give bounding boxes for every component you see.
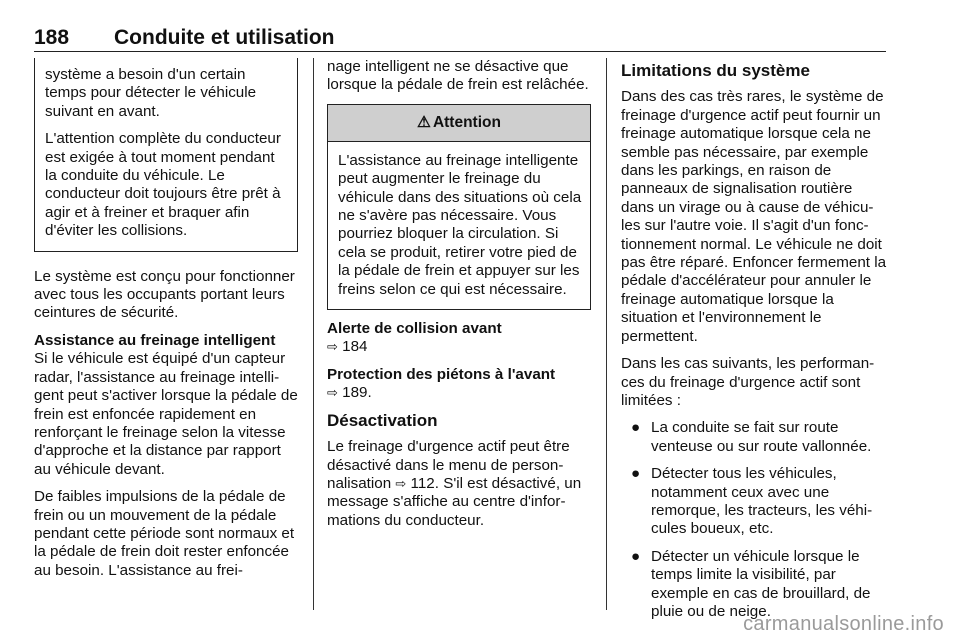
body-paragraph: Le système est conçu pour fonctionner avec tous les occupants portant leurs ceintures de sécurité. xyxy=(34,267,295,322)
section-heading: Désactivation xyxy=(327,410,438,430)
column-divider-1 xyxy=(313,58,314,610)
warning-title: Attention xyxy=(432,113,501,131)
page-reference[interactable]: 184 xyxy=(342,338,368,356)
list-item xyxy=(621,465,887,539)
list-item-text: Détecter un véhicule lorsque le temps limite la visibilité, par exemple en cas de brouillard, de pluie ou de neige. xyxy=(651,547,871,620)
watermark: carmanualsonline.info xyxy=(743,613,944,635)
page-reference-arrow-icon: ⇨ xyxy=(395,475,407,491)
warning-header xyxy=(328,105,590,142)
intelligent-brake-assist-section xyxy=(34,332,298,479)
page-reference-arrow-icon: ⇨ xyxy=(327,385,338,401)
subheading: Assistance au freinage intelligent xyxy=(34,331,276,349)
body-text: . S'il est désactivé, un message s'affiche au centre d'informations du conducteur. xyxy=(327,474,582,529)
body-paragraph: Dans les cas suivants, les performances du freinage d'urgence actif sont limitées : xyxy=(621,355,875,409)
chapter-title: Conduite et utilisation xyxy=(114,26,335,49)
body-paragraph: nage intelligent ne se désactive que lorsque la pédale de frein est relâchée. xyxy=(327,58,589,94)
body-paragraph xyxy=(327,438,591,530)
cross-reference xyxy=(327,320,591,357)
cross-reference-title: Protection des piétons à l'avant xyxy=(327,365,556,383)
bullet-icon: ● xyxy=(631,419,641,437)
list-item xyxy=(621,419,887,456)
warning-triangle-icon: ⚠ xyxy=(417,113,431,131)
bullet-icon: ● xyxy=(631,547,641,565)
note-box xyxy=(34,58,298,252)
column-3 xyxy=(621,58,887,630)
cross-reference-title: Alerte de collision avant xyxy=(327,320,502,338)
section-heading: Limitations du système xyxy=(621,61,810,80)
limitations-list xyxy=(621,419,887,621)
body-text: Le freinage d'urgence actif peut être désactivé dans le menu de personnalisation xyxy=(327,438,570,492)
warning-box xyxy=(327,104,591,310)
page-reference[interactable]: 112 xyxy=(410,474,435,492)
note-paragraph: système a besoin d'un certain temps pour détecter le véhicule suivant en avant. xyxy=(45,66,257,120)
body-paragraph: Dans des cas très rares, le système de freinage d'urgence actif peut fournir un freinage automatique lorsque cela ne semble pas nécessaire, par exemple dans les parkings, en raison de panneaux de signalisation routière dans un virage ou à cause de véhicules sur l'autre voie. Il s'agit d'un fonctionnement normal. Le véhicule ne doit pas être réparé. Enfoncer fermement la pédale d'accélérateur pour annuler le freinage automatique lorsque la situation et l'environnement le permettent. xyxy=(621,88,887,345)
body-paragraph: De faibles impulsions de la pédale de frein ou un mouvement de la pédale pendant cette période sont normaux et la pédale de frein doit rester enfoncée au besoin. L'assistance au frei- xyxy=(34,488,295,579)
column-2 xyxy=(327,58,591,539)
list-item-text: La conduite se fait sur route venteuse ou sur route vallonnée. xyxy=(651,419,872,455)
list-item-text: Détecter tous les véhicules, notamment ceux avec une remorque, les tracteurs, les véhicules boueux, etc. xyxy=(651,465,873,538)
cross-reference xyxy=(327,366,591,403)
body-text: Si le véhicule est équipé d'un capteur radar, l'assistance au freinage intelligent peut s'activer lorsque la pédale de frein est enfoncée rapidement en renforçant le freinage selon la vitesse d'approche et la distance par rapport au véhicule devant. xyxy=(34,350,298,478)
note-paragraph: L'attention complète du conducteur est exigée à tout moment pendant la conduite du véhicule. Le conducteur doit toujours être prêt à agir et à freiner et braquer afin d'éviter les collisions. xyxy=(45,130,281,240)
page-reference[interactable]: 189. xyxy=(342,384,372,402)
bullet-icon: ● xyxy=(631,465,641,483)
page-reference-arrow-icon: ⇨ xyxy=(327,339,338,355)
column-1 xyxy=(34,58,298,589)
column-divider-2 xyxy=(606,58,607,610)
list-item xyxy=(621,548,887,622)
page-header xyxy=(34,6,886,52)
page-number: 188 xyxy=(34,26,70,49)
header-rule xyxy=(34,51,886,52)
warning-text: L'assistance au freinage intelligente peut augmenter le freinage du véhicule dans des situations où cela ne s'avère pas nécessaire. Vous pourriez bloquer la circulation. Si cela se produit, retirer votre pied de la pédale de frein et appuyer sur les freins selon ce qui est nécessaire. xyxy=(338,151,582,298)
